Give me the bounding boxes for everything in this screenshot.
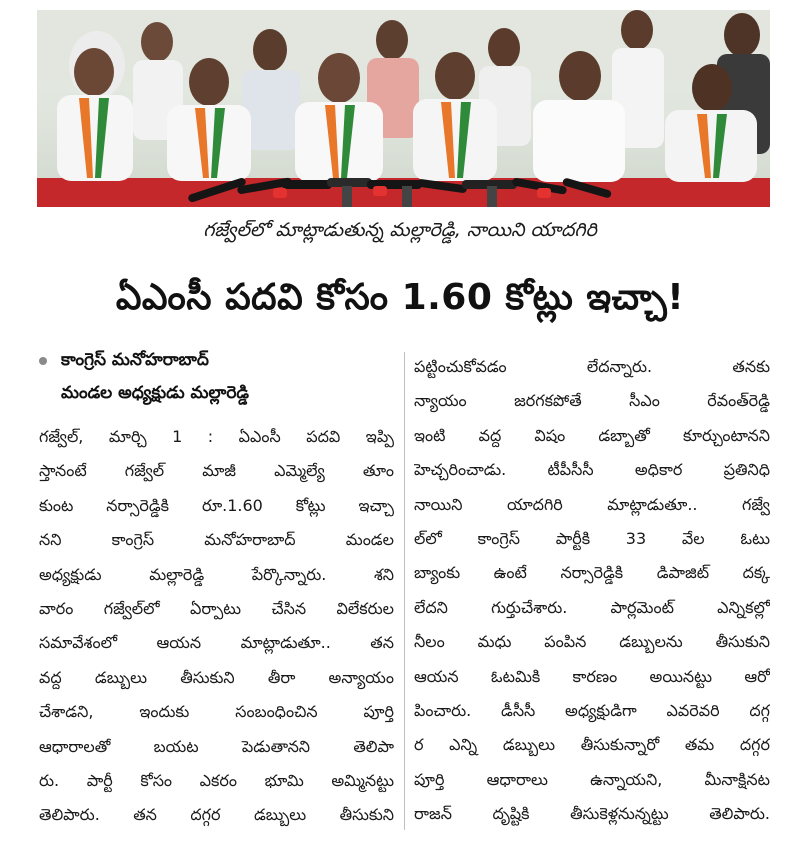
press-meet-photo — [37, 10, 770, 207]
body-line: రాజన్ దృష్టికి తీసుకెళ్లనున్నట్టు తెలిపారు. — [414, 804, 770, 824]
body-line: వారం గజ్వేల్‌లో ఏర్పాటు చేసిన విలేకరుల — [39, 599, 394, 619]
body-line: బ్యాంకు ఉంటే నర్సారెడ్డికి డిపాజిట్ దక్క — [414, 563, 770, 583]
body-line: రు. పార్టీ కోసం ఎకరం భూమి అమ్మినట్టు — [39, 771, 394, 791]
body-line: సమావేశంలో ఆయన మాట్లాడుతూ.. తన — [39, 633, 394, 653]
subhead-line: కాంగ్రెస్ మనోహరాబాద్ — [61, 350, 209, 370]
body-line: లేదని గుర్తుచేశారు. పార్లమెంట్ ఎన్నికల్లో — [414, 597, 770, 617]
body-line: పట్టించుకోవడం లేదన్నారు. తనకు — [414, 357, 770, 376]
subhead — [39, 344, 394, 410]
body-line: నని కాంగ్రెస్ మనోహరాబాద్ మండల — [39, 530, 394, 550]
body-line: న్యాయం జరగకపోతే సీఎం రేవంత్‌రెడ్డి — [414, 391, 770, 411]
left-column — [39, 344, 394, 833]
body-line: ఆయన ఓటమికి కారణం అయినట్టు ఆరో — [414, 666, 770, 686]
right-column — [414, 350, 770, 832]
press-meet-illustration — [37, 10, 770, 207]
body-line: గజ్వేల్, మార్చి 1 : ఏఎంసీ పదవి ఇప్పి — [39, 427, 394, 446]
bullet-dot-icon — [39, 357, 47, 365]
body-line: హెచ్చరించాడు. టీపీసీసీ అధికార ప్రతినిధి — [414, 460, 770, 480]
body-line: తెలిపారు. తన దగ్గర డబ్బులు తీసుకుని — [39, 805, 394, 825]
body-line: పూర్తి ఆధారాలు ఉన్నాయని, మీనాక్షినట — [414, 769, 770, 789]
body-line: చేశాడని, ఇందుకు సంబంధించిన పూర్తి — [39, 702, 394, 722]
body-line: కుంట నర్సారెడ్డికి రూ.1.60 కోట్లు ఇచ్చా — [39, 495, 394, 515]
body-line: అధ్యక్షుడు మల్లారెడ్డి పేర్కొన్నారు. శని — [39, 564, 394, 584]
body-line: ఆధారాలతో బయట పెడుతానని తెలిపా — [39, 736, 394, 756]
body-line: నాయిని యాదగిరి మాట్లాడుతూ.. గజ్వే — [414, 494, 770, 514]
body-line: పించారు. డీసీసీ అధ్యక్షుడిగా ఎవరెవరి దగ్గ — [414, 701, 770, 721]
body-line: స్తానంటే గజ్వేల్ మాజీ ఎమ్మెల్యే తూం — [39, 461, 394, 481]
body-line: నీలం మధు పంపిన డబ్బులను తీసుకుని — [414, 632, 770, 652]
column-divider — [404, 352, 405, 830]
body-line: ర ఎన్ని డబ్బులు తీసుకున్నారో తమ దగ్గర — [414, 735, 770, 755]
body-line: ల్‌లో కాంగ్రెస్ పార్టీకి 33 వేల ఓటు — [414, 529, 770, 549]
headline: ఏఎంసీ పదవి కోసం 1.60 కోట్లు ఇచ్చా! — [115, 277, 685, 318]
photo-caption: గజ్వేల్‌లో మాట్లాడుతున్న మల్లారెడ్డి, నాయిని యాదగిరి — [203, 219, 597, 241]
left-column-body — [39, 420, 394, 833]
subhead-line: మండల అధ్యక్షుడు మల్లారెడ్డి — [61, 383, 250, 403]
body-line: వద్ద డబ్బులు తీసుకుని తీరా అన్యాయం — [39, 667, 394, 687]
body-line: ఇంటి వద్ద విషం డబ్బాతో కూర్చుంటానని — [414, 425, 770, 445]
